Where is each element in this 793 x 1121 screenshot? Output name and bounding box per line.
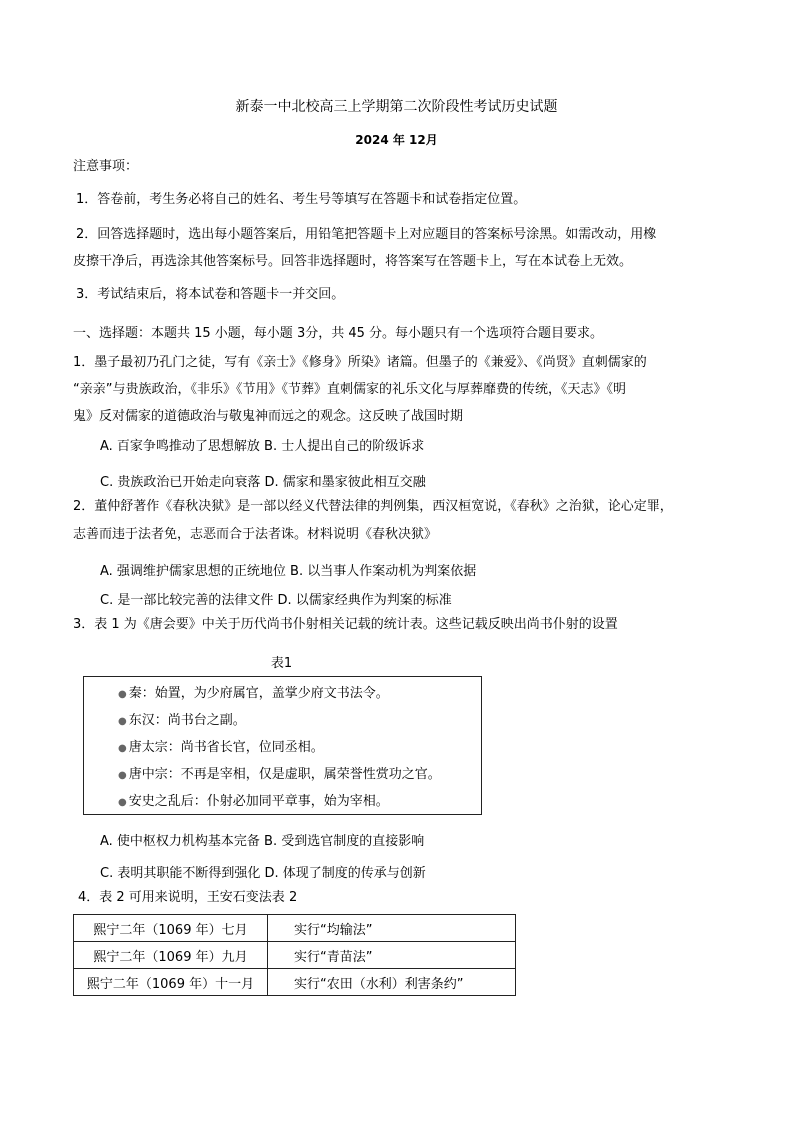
q3-options-cd: C. 表明其职能不断得到强化 D. 体现了制度的传承与创新 [100, 866, 426, 881]
q1-stem-line-1: 1．墨子最初乃孔门之徒，写有《亲士》《修身》所染》诸篇。但墨子的《兼爱》、《尚贤》直刺儒家的 [73, 355, 647, 370]
table-cell-event: 实行“青苗法” [268, 942, 516, 969]
bullet-icon: ● [118, 770, 127, 781]
bullet-icon: ● [118, 689, 127, 700]
table-1-box [83, 676, 482, 815]
q1-stem-line-2: “亲亲”与贵族政治，《非乐》《节用》《节葬》直刺儒家的礼乐文化与厚葬靡费的传统，《天志》《明 [73, 382, 626, 397]
table-1-row: ● 唐太宗：尚书省长官，位同丞相。 [118, 740, 324, 755]
table-cell-date: 熙宁二年（1069 年）七月 [74, 915, 268, 942]
notice-item-2-line-2: 皮擦干净后，再选涂其他答案标号。回答非选择题时，将答案写在答题卡上，写在本试卷上无效。 [73, 254, 633, 269]
notice-item-1: 1．答卷前，考生务必将自己的姓名、考生号等填写在答题卡和试卷指定位置。 [76, 192, 527, 207]
table-1-row: ● 安史之乱后：仆射必加同平章事，始为宰相。 [118, 794, 389, 809]
table-1-caption: 表1 [270, 656, 293, 671]
q3-options-ab: A. 使中枢权力机构基本完备 B. 受到选官制度的直接影响 [100, 834, 425, 849]
notice-heading: 注意事项： [73, 159, 139, 174]
q2-options-cd: C. 是一部比较完善的法律文件 D. 以儒家经典作为判案的标准 [100, 593, 452, 608]
table-row [74, 942, 516, 969]
bullet-icon: ● [118, 743, 127, 754]
table-cell-event: 实行“均输法” [268, 915, 516, 942]
q2-stem-line-1: 2．董仲舒著作《春秋决狱》是一部以经义代替法律的判例集，西汉桓宽说，《春秋》之治狱，论心定罪， [73, 499, 673, 514]
q2-stem-line-2: 志善而违于法者免，志恶而合于法者诛。材料说明《春秋决狱》 [73, 527, 438, 542]
table-1-row: ● 东汉：尚书台之副。 [118, 713, 246, 728]
q1-stem-line-3: 鬼》反对儒家的道德政治与敬鬼神而远之的观念。这反映了战国时期 [73, 409, 464, 424]
section-heading: 一、选择题：本题共 15 小题，每小题 3分，共 45 分。每小题只有一个选项符合题目要求。 [73, 326, 604, 341]
notice-item-3: 3．考试结束后，将本试卷和答题卡一并交回。 [76, 287, 345, 302]
q4-stem: 4．表 2 可用来说明，王安石变法表 2 [78, 890, 298, 905]
table-row [74, 915, 516, 942]
page-title: 新泰一中北校高三上学期第二次阶段性考试历史试题 [235, 99, 558, 115]
table-row [74, 969, 516, 996]
q2-options-ab: A. 强调维护儒家思想的正统地位 B. 以当事人作案动机为判案依据 [100, 564, 477, 579]
q1-options-ab: A. 百家争鸣推动了思想解放 B. 士人提出自己的阶级诉求 [100, 439, 425, 454]
q3-stem: 3．表 1 为《唐会要》中关于历代尚书仆射相关记载的统计表。这些记载反映出尚书仆射的设置 [73, 617, 618, 632]
table-cell-event: 实行“农田（水利）利害条约” [268, 969, 516, 996]
table-1-row: ● 秦：始置，为少府属官，盖掌少府文书法令。 [118, 686, 389, 701]
notice-item-2-line-1: 2．回答选择题时，选出每小题答案后，用铅笔把答题卡上对应题目的答案标号涂黑。如需改动，用橡 [76, 227, 657, 242]
table-cell-date: 熙宁二年（1069 年）十一月 [74, 969, 268, 996]
exam-date: 2024 年 12月 [355, 133, 438, 147]
q1-options-cd: C. 贵族政治已开始走向衰落 D. 儒家和墨家彼此相互交融 [100, 475, 426, 490]
table-2 [73, 914, 516, 996]
table-cell-date: 熙宁二年（1069 年）九月 [74, 942, 268, 969]
bullet-icon: ● [118, 797, 127, 808]
bullet-icon: ● [118, 716, 127, 727]
table-1-row: ● 唐中宗：不再是宰相，仅是虚职，属荣誉性赏功之官。 [118, 767, 441, 782]
